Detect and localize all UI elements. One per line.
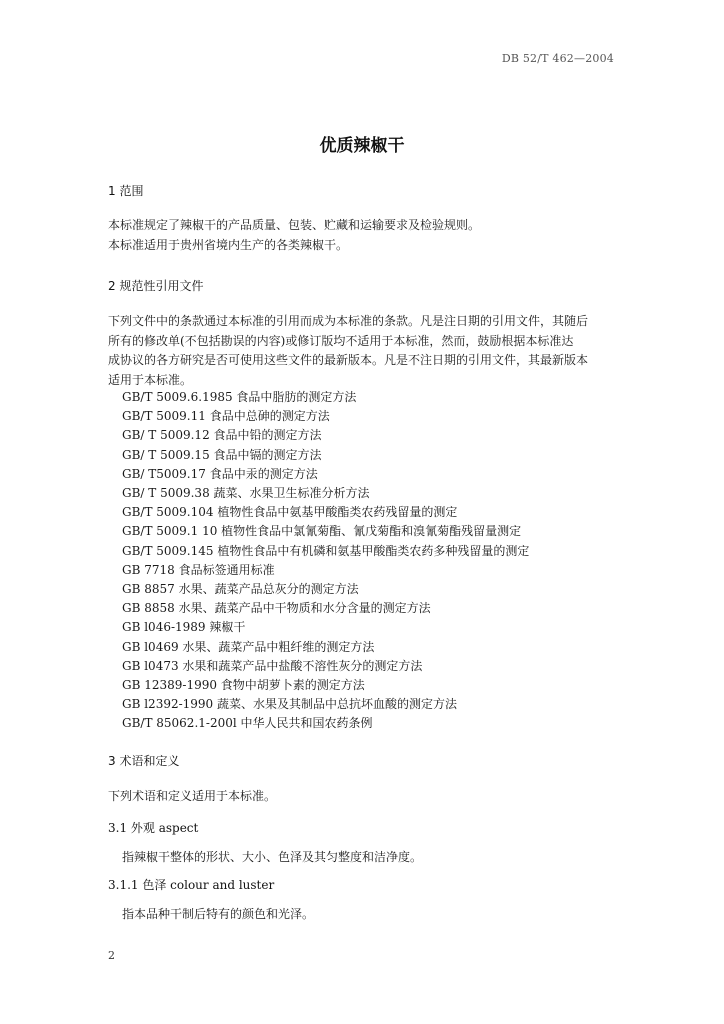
reference-item: GB/ T 5009.38 蔬菜、水果卫生标准分析方法 (122, 486, 370, 501)
reference-item: GB l046-1989 辣椒干 (122, 620, 246, 635)
reference-item: GB 8857 水果、蔬菜产品总灰分的测定方法 (122, 582, 359, 597)
reference-item: GB l0473 水果和蔬菜产品中盐酸不溶性灰分的测定方法 (122, 658, 423, 673)
scope-line: 本标准规定了辣椒干的产品质量、包装、贮藏和运输要求及检验规则。 (108, 218, 481, 232)
reference-item: GB/T 5009.6.1985 食品中脂肪的测定方法 (122, 390, 357, 404)
reference-item: GB l2392-1990 蔬菜、水果及其制品中总抗坏血酸的测定方法 (122, 697, 458, 712)
scope-paragraph (108, 216, 618, 255)
normative-intro-line: 所有的修改单(不包括勘误的内容)或修订版均不适用于本标准，然而，鼓励根据本标准达 (108, 333, 574, 348)
normative-intro-line: 下列文件中的条款通过本标准的引用而成为本标准的条款。凡是注日期的引用文件，其随后 (108, 314, 589, 328)
term-3-1-text: 指辣椒干整体的形状、大小、色泽及其匀整度和洁净度。 (122, 850, 423, 864)
reference-item: GB 8858 水果、蔬菜产品中干物质和水分含量的测定方法 (122, 601, 431, 616)
section-heading-terms: 3 术语和定义 (108, 754, 180, 768)
term-3-1-1-heading: 3.1.1 色泽 colour and luster (108, 878, 275, 892)
document-title: 优质辣椒干 (319, 136, 405, 156)
reference-item: GB 7718 食品标签通用标准 (122, 562, 275, 577)
document-code: DB 52/T 462—2004 (501, 52, 614, 65)
section-heading-normative: 2 规范性引用文件 (108, 279, 204, 293)
scope-line: 本标准适用于贵州省境内生产的各类辣椒干。 (108, 237, 349, 252)
reference-item: GB/T 5009.11 食品中总砷的测定方法 (122, 409, 330, 424)
reference-item: GB/ T5009.17 食品中汞的测定方法 (122, 466, 318, 481)
reference-item: GB/T 5009.1 10 植物性食品中氯氰菊酯、氰戊菊酯和溴氰菊酯残留量测定 (122, 524, 522, 539)
normative-intro-line: 成协议的各方研究是否可使用这些文件的最新版本。凡是不注日期的引用文件，其最新版本 (108, 353, 589, 367)
normative-intro-paragraph (108, 312, 618, 390)
reference-item: GB/T 85062.1-200l 中华人民共和国农药条例 (122, 716, 373, 731)
reference-item: GB/ T 5009.12 食品中铅的测定方法 (122, 428, 322, 443)
page-number: 2 (108, 949, 115, 962)
terms-intro-line: 下列术语和定义适用于本标准。 (108, 789, 277, 803)
reference-item: GB/T 5009.145 植物性食品中有机磷和氨基甲酸酯类农药多种残留量的测定 (122, 543, 530, 558)
reference-item: GB/ T 5009.15 食品中镉的测定方法 (122, 447, 322, 462)
term-3-1-heading: 3.1 外观 aspect (108, 821, 199, 835)
term-3-1-1-text: 指本品种干制后特有的颜色和光泽。 (122, 907, 315, 921)
section-heading-scope: 1 范围 (108, 184, 144, 198)
reference-item: GB/T 5009.104 植物性食品中氨基甲酸酯类农药残留量的测定 (122, 505, 458, 520)
reference-item: GB 12389-1990 食物中胡萝卜素的测定方法 (122, 678, 365, 693)
terms-intro (108, 787, 618, 807)
normative-intro-line: 适用于本标准。 (108, 372, 193, 387)
reference-list (122, 388, 622, 734)
reference-item: GB l0469 水果、蔬菜产品中粗纤维的测定方法 (122, 639, 375, 654)
